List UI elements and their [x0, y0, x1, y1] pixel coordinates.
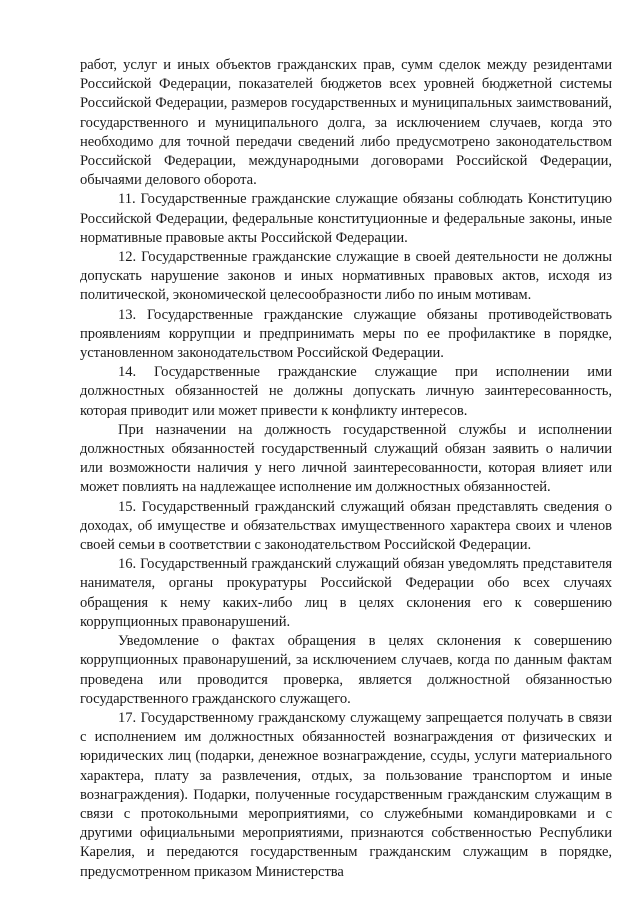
paragraph-item-13: 13. Государственные гражданские служащие обязаны противодействовать проявлениям коррупции и предпринимать меры по ее профилактике в порядке, установленном законодательством Российской Федерации. — [80, 306, 612, 362]
paragraph-continuation: работ, услуг и иных объектов гражданских прав, сумм сделок между резидентами Российской Федерации, показателей бюджетов всех уровней бюджетной системы Российской Федерации, размеров государственных и муниципальных заимствований, государственного и муниципального долга, за исключением случаев, когда это необходимо для точной передачи сведений либо предусмотрено законодательством Российской Федерации, международными договорами Российской Федерации, обычаями делового оборота. — [80, 57, 612, 189]
paragraph-item-15: 15. Государственный гражданский служащий обязан представлять сведения о доходах, об имуществе и обязательствах имущественного характера своих и членов своей семьи в соответствии с законодательством Российской Федерации. — [80, 498, 612, 554]
paragraph-item-14-continuation: При назначении на должность государственной службы и исполнении должностных обязанностей государственный служащий обязан заявить о наличии или возможности наличия у него личной заинтересованности, которая влияет или может повлиять на надлежащее исполнение им должностных обязанностей. — [80, 421, 612, 496]
document-body — [80, 56, 612, 882]
paragraph-item-11: 11. Государственные гражданские служащие обязаны соблюдать Конституцию Российской Федерации, федеральные конституционные и федеральные законы, иные нормативные правовые акты Российской Федерации. — [80, 191, 612, 246]
paragraph-item-17: 17. Государственному гражданскому служащему запрещается получать в связи с исполнением им должностных обязанностей вознаграждения от физических и юридических лиц (подарки, денежное вознаграждение, ссуды, услуги материального характера, плату за развлечения, отдых, за пользование транспортом и иные вознаграждения). Подарки, полученные государственным гражданским служащим в связи с протокольными мероприятиями, со служебными командировками и с другими официальными мероприятиями, признаются собственностью Республики Карелия, и передаются государственным гражданским служащим в порядке, предусмотренном приказом Министерства — [80, 709, 612, 880]
paragraph-item-16: 16. Государственный гражданский служащий обязан уведомлять представителя нанимателя, органы прокуратуры Российской Федерации обо всех случаях обращения к нему каких-либо лиц в целях склонения его к совершению коррупционных правонарушений. — [80, 556, 612, 630]
paragraph-item-14: 14. Государственные гражданские служащие при исполнении ими должностных обязанностей не должны допускать личную заинтересованность, которая приводит или может привести к конфликту интересов. — [80, 364, 612, 419]
paragraph-item-16-continuation: Уведомление о фактах обращения в целях склонения к совершению коррупционных правонарушений, за исключением случаев, когда по данным фактам проведена или проводится проверка, является должностной обязанностью государственного гражданского служащего. — [80, 633, 612, 707]
paragraph-item-12: 12. Государственные гражданские служащие в своей деятельности не должны допускать нарушение законов и иных нормативных правовых актов, исходя из политической, экономической целесообразности либо по иным мотивам. — [80, 249, 612, 304]
